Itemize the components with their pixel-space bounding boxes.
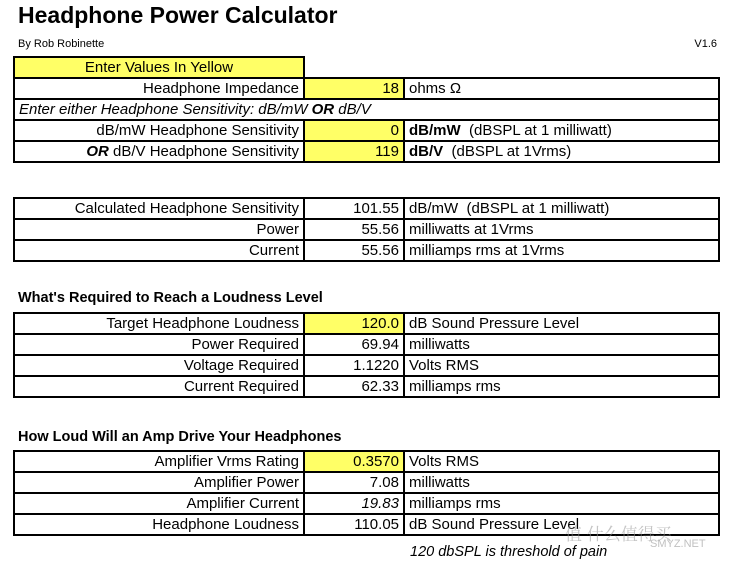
banner-row (14, 57, 719, 78)
amp-vrms-label: Amplifier Vrms Rating (14, 451, 304, 472)
target-loudness-label: Target Headphone Loudness (14, 313, 304, 334)
sensitivity-instruction: Enter either Headphone Sensitivity: dB/mW OR dB/V (14, 99, 719, 120)
voltage-required-label: Voltage Required (14, 355, 304, 376)
site-watermark-url: SMYZ.NET (650, 538, 706, 550)
calc-current-row (14, 240, 719, 261)
calc-sensitivity-row (14, 198, 719, 219)
amp-current-value: 19.83 (304, 493, 404, 514)
impedance-unit: ohms Ω (404, 78, 719, 99)
current-required-unit: milliamps rms (404, 376, 719, 397)
dbv-sensitivity-label: OR dB/V Headphone Sensitivity (14, 141, 304, 162)
input-table (13, 56, 720, 163)
amp-current-label: Amplifier Current (14, 493, 304, 514)
calc-power-label: Power (14, 219, 304, 240)
voltage-required-unit: Volts RMS (404, 355, 719, 376)
dbv-row (14, 141, 719, 162)
target-loudness-unit: dB Sound Pressure Level (404, 313, 719, 334)
amp-power-label: Amplifier Power (14, 472, 304, 493)
enter-values-banner: Enter Values In Yellow (14, 57, 304, 78)
calc-current-value: 55.56 (304, 240, 404, 261)
calc-power-unit: milliwatts at 1Vrms (404, 219, 719, 240)
headphone-loudness-value: 110.05 (304, 514, 404, 535)
calc-sensitivity-value: 101.55 (304, 198, 404, 219)
loudness-table (13, 312, 720, 398)
amp-vrms-unit: Volts RMS (404, 451, 719, 472)
amp-power-unit: milliwatts (404, 472, 719, 493)
target-loudness-row (14, 313, 719, 334)
power-required-row (14, 334, 719, 355)
loudness-section-title: What's Required to Reach a Loudness Level (18, 290, 323, 306)
amp-current-unit: milliamps rms (404, 493, 719, 514)
calculated-table (13, 197, 720, 262)
site-watermark: 值 什么值得买 (565, 525, 672, 544)
headphone-loudness-row (14, 514, 719, 535)
amp-power-row (14, 472, 719, 493)
dbmw-row (14, 120, 719, 141)
dbv-sensitivity-unit: dB/V (dBSPL at 1Vrms) (404, 141, 719, 162)
current-required-row (14, 376, 719, 397)
calc-current-label: Current (14, 240, 304, 261)
dbmw-sensitivity-label: dB/mW Headphone Sensitivity (14, 120, 304, 141)
current-required-value: 62.33 (304, 376, 404, 397)
impedance-label: Headphone Impedance (14, 78, 304, 99)
power-required-value: 69.94 (304, 334, 404, 355)
calc-power-value: 55.56 (304, 219, 404, 240)
power-required-label: Power Required (14, 334, 304, 355)
amp-table (13, 450, 720, 536)
impedance-input[interactable]: 18 (304, 78, 404, 99)
calc-sensitivity-label: Calculated Headphone Sensitivity (14, 198, 304, 219)
amp-vrms-input[interactable]: 0.3570 (304, 451, 404, 472)
current-required-label: Current Required (14, 376, 304, 397)
version-label: V1.6 (694, 38, 717, 50)
either-row (14, 99, 719, 120)
dbmw-sensitivity-unit: dB/mW (dBSPL at 1 milliwatt) (404, 120, 719, 141)
voltage-required-row (14, 355, 719, 376)
amp-current-row (14, 493, 719, 514)
page-title: Headphone Power Calculator (18, 2, 338, 28)
headphone-loudness-label: Headphone Loudness (14, 514, 304, 535)
power-required-unit: milliwatts (404, 334, 719, 355)
pain-threshold-note: 120 dbSPL is threshold of pain (410, 544, 608, 560)
dbv-sensitivity-input[interactable]: 119 (304, 141, 404, 162)
calc-power-row (14, 219, 719, 240)
amp-vrms-row (14, 451, 719, 472)
voltage-required-value: 1.1220 (304, 355, 404, 376)
calc-current-unit: milliamps rms at 1Vrms (404, 240, 719, 261)
dbmw-sensitivity-input[interactable]: 0 (304, 120, 404, 141)
amp-section-title: How Loud Will an Amp Drive Your Headphones (18, 429, 342, 445)
target-loudness-input[interactable]: 120.0 (304, 313, 404, 334)
headphone-loudness-unit: dB Sound Pressure Level (404, 514, 719, 535)
impedance-row (14, 78, 719, 99)
calc-sensitivity-unit: dB/mW (dBSPL at 1 milliwatt) (404, 198, 719, 219)
author-byline: By Rob Robinette (18, 38, 105, 50)
amp-power-value: 7.08 (304, 472, 404, 493)
